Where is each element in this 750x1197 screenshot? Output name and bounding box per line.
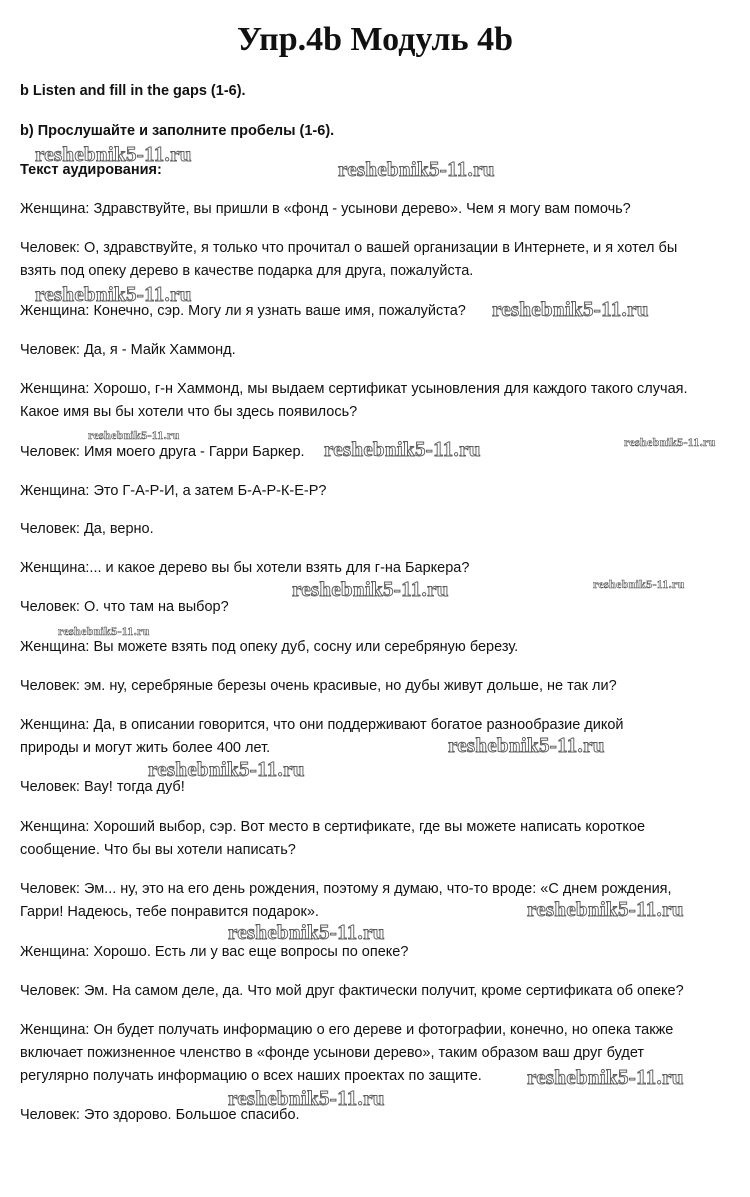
watermark: reshebnik5-11.ru bbox=[338, 157, 495, 181]
watermark: reshebnik5-11.ru bbox=[58, 624, 150, 638]
dialogue-line: Женщина: Конечно, сэр. Могу ли я узнать ваше имя, пожалуйста? bbox=[20, 303, 466, 319]
dialogue-line: Человек: Эм... ну, это на его день рождения, поэтому я думаю, что-то вроде: «С днем рождения, bbox=[20, 881, 672, 897]
dialogue-line: Женщина: Да, в описании говорится, что они поддерживают богатое разнообразие дикой bbox=[20, 717, 624, 733]
watermark: reshebnik5-11.ru bbox=[292, 577, 449, 601]
watermark: reshebnik5-11.ru bbox=[492, 297, 649, 321]
dialogue-line: Человек: О, здравствуйте, я только что прочитал о вашей организации в Интернете, и я хотел бы bbox=[20, 240, 678, 256]
instruction-en: b Listen and fill in the gaps (1-6). bbox=[20, 83, 246, 99]
instruction-ru: b) Прослушайте и заполните пробелы (1-6). bbox=[20, 123, 335, 139]
dialogue-line: Женщина: Здравствуйте, вы пришли в «фонд - усынови дерево». Чем я могу вам помочь? bbox=[20, 201, 631, 217]
watermark: reshebnik5-11.ru bbox=[593, 577, 685, 591]
transcript-heading: Текст аудирования: bbox=[20, 162, 162, 178]
watermark: reshebnik5-11.ru bbox=[35, 282, 192, 306]
watermark: reshebnik5-11.ru bbox=[527, 897, 684, 921]
dialogue-line: Какое имя вы бы хотели что бы здесь появилось? bbox=[20, 404, 358, 420]
dialogue-line: Женщина:... и какое дерево вы бы хотели взять для г-на Баркера? bbox=[20, 560, 470, 576]
dialogue-line: Женщина: Хорошо. Есть ли у вас еще вопросы по опеке? bbox=[20, 944, 409, 960]
watermark: reshebnik5-11.ru bbox=[527, 1065, 684, 1089]
watermark: reshebnik5-11.ru bbox=[448, 733, 605, 757]
dialogue-line: взять под опеку дерево в качестве подарка для друга, пожалуйста. bbox=[20, 263, 474, 279]
dialogue-line: Женщина: Вы можете взять под опеку дуб, сосну или серебряную березу. bbox=[20, 639, 519, 655]
dialogue-line: Гарри! Надеюсь, тебе понравится подарок». bbox=[20, 904, 319, 920]
watermark: reshebnik5-11.ru bbox=[148, 757, 305, 781]
dialogue-line: сообщение. Что бы вы хотели написать? bbox=[20, 842, 296, 858]
dialogue-line: включает пожизненное членство в «фонде усынови дерево», таким образом ваш друг будет bbox=[20, 1045, 645, 1061]
dialogue-line: Человек: О. что там на выбор? bbox=[20, 599, 229, 615]
dialogue-line: природы и могут жить более 400 лет. bbox=[20, 740, 271, 756]
dialogue-line: Женщина: Хорошо, г-н Хаммонд, мы выдаем сертификат усыновления для каждого такого случая. bbox=[20, 381, 688, 397]
watermark: reshebnik5-11.ru bbox=[228, 920, 385, 944]
page-title: Упр.4b Модуль 4b bbox=[236, 21, 514, 58]
watermark: reshebnik5-11.ru bbox=[35, 142, 192, 166]
dialogue-line: Человек: Это здорово. Большое спасибо. bbox=[20, 1107, 300, 1123]
watermark: reshebnik5-11.ru bbox=[228, 1086, 385, 1110]
watermark: reshebnik5-11.ru bbox=[88, 428, 180, 442]
dialogue-line: Человек: Эм. На самом деле, да. Что мой друг фактически получит, кроме сертификата об опеке? bbox=[20, 983, 684, 999]
dialogue-line: Человек: эм. ну, серебряные березы очень красивые, но дубы живут дольше, не так ли? bbox=[20, 678, 617, 694]
dialogue-line: регулярно получать информацию о всех наших проектах по защите. bbox=[20, 1068, 482, 1084]
watermark: reshebnik5-11.ru bbox=[624, 435, 716, 449]
dialogue-line: Женщина: Хороший выбор, сэр. Вот место в сертификате, где вы можете написать короткое bbox=[20, 819, 646, 835]
dialogue-line: Женщина: Это Г-А-Р-И, а затем Б-А-Р-К-Е-Р? bbox=[20, 483, 327, 499]
dialogue-line: Человек: Да, я - Майк Хаммонд. bbox=[20, 342, 236, 358]
watermark: reshebnik5-11.ru bbox=[324, 437, 481, 461]
dialogue-line: Человек: Вау! тогда дуб! bbox=[20, 779, 185, 795]
dialogue-line: Женщина: Он будет получать информацию о его дереве и фотографии, конечно, но опека также bbox=[20, 1022, 674, 1038]
dialogue-line: Человек: Имя моего друга - Гарри Баркер. bbox=[20, 444, 305, 460]
dialogue-line: Человек: Да, верно. bbox=[20, 521, 154, 537]
